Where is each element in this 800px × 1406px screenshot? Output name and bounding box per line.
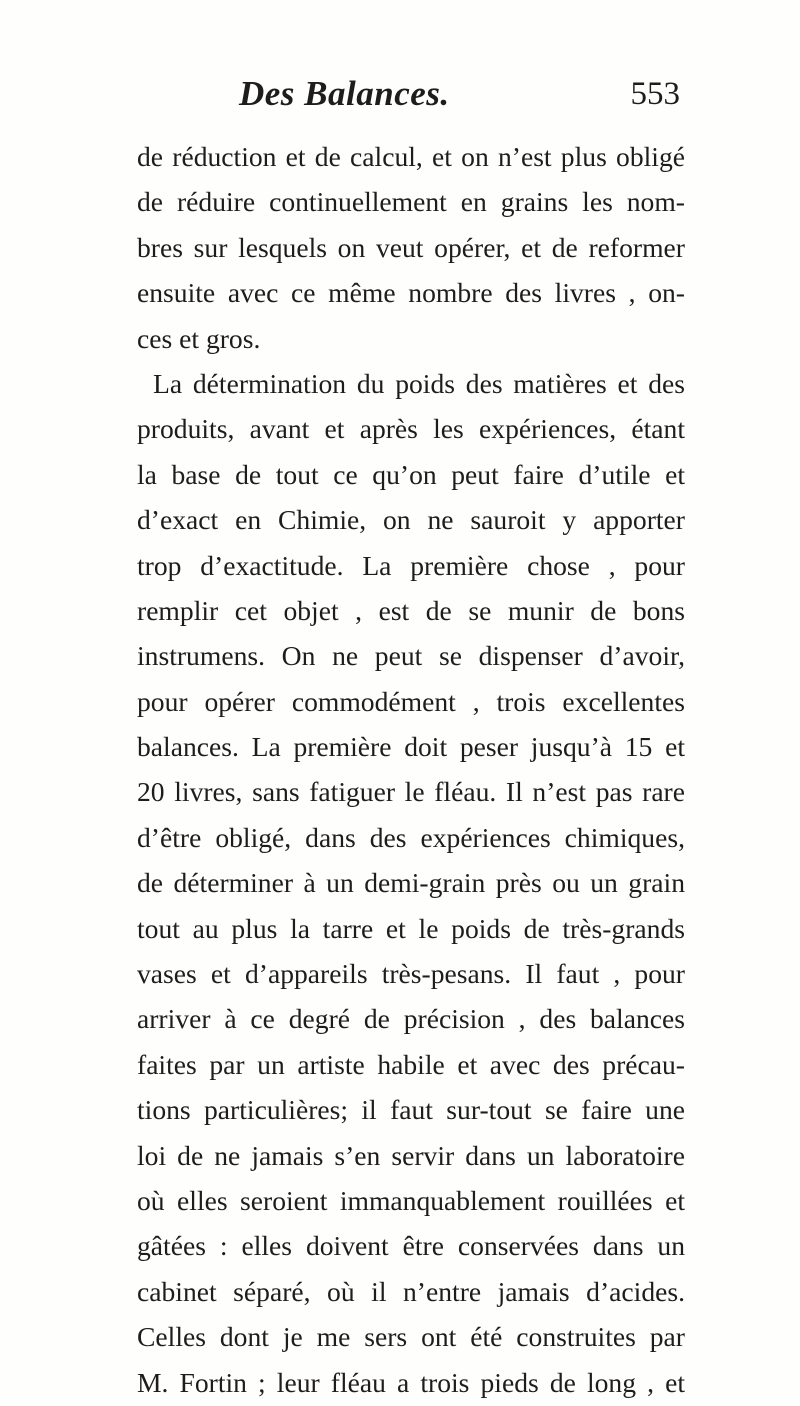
text-line: cabinet séparé, où il n’entre jamais d’acides. <box>137 1275 685 1307</box>
text-line: ces et gros. <box>137 322 261 354</box>
text-line: balances. La première doit peser jusqu’à 15 et <box>137 731 685 763</box>
text-line: la base de tout ce qu’on peut faire d’utile et <box>137 458 685 490</box>
body-text <box>137 134 685 1405</box>
running-head <box>140 72 680 116</box>
page-number: 553 <box>630 76 680 112</box>
text-line: tions particulières; il faut sur-tout se faire une <box>137 1094 685 1126</box>
text-line: loi de ne jamais s’en servir dans un laboratoire <box>137 1139 685 1171</box>
text-line: faites par un artiste habile et avec des précau- <box>137 1048 685 1080</box>
text-line: M. Fortin ; leur fléau a trois pieds de long , et <box>137 1366 685 1398</box>
text-line: tout au plus la tarre et le poids de très-grands <box>137 912 685 944</box>
text-line: de réduire continuellement en grains les nom- <box>137 186 685 218</box>
text-line: Celles dont je me sers ont été construites par <box>137 1321 685 1353</box>
text-line: bres sur lesquels on veut opérer, et de reformer <box>137 231 685 263</box>
text-line: gâtées : elles doivent être conservées dans un <box>137 1230 685 1262</box>
text-line: trop d’exactitude. La première chose , pour <box>137 549 685 581</box>
text-line: La détermination du poids des matières et des <box>153 367 685 399</box>
running-title: Des Balances. <box>239 74 450 113</box>
text-line: vases et d’appareils très-pesans. Il faut , pour <box>137 958 685 990</box>
text-line: où elles seroient immanquablement rouillées et <box>137 1184 685 1216</box>
text-line: pour opérer commodément , trois excellentes <box>137 685 685 717</box>
text-line: instrumens. On ne peut se dispenser d’avoir, <box>137 640 685 672</box>
text-line: 20 livres, sans fatiguer le fléau. Il n’est pas rare <box>137 776 685 808</box>
text-line: remplir cet objet , est de se munir de bons <box>137 594 685 626</box>
text-line: ensuite avec ce même nombre des livres , on- <box>137 277 685 309</box>
text-line: d’exact en Chimie, on ne sauroit y apporter <box>137 504 685 536</box>
text-line: arriver à ce degré de précision , des balances <box>137 1003 685 1035</box>
text-line: de réduction et de calcul, et on n’est plus obligé <box>137 141 685 172</box>
text-line: de déterminer à un demi-grain près ou un grain <box>137 867 685 899</box>
text-line: produits, avant et après les expériences, étant <box>137 413 685 445</box>
text-line: d’être obligé, dans des expériences chimiques, <box>137 821 685 853</box>
